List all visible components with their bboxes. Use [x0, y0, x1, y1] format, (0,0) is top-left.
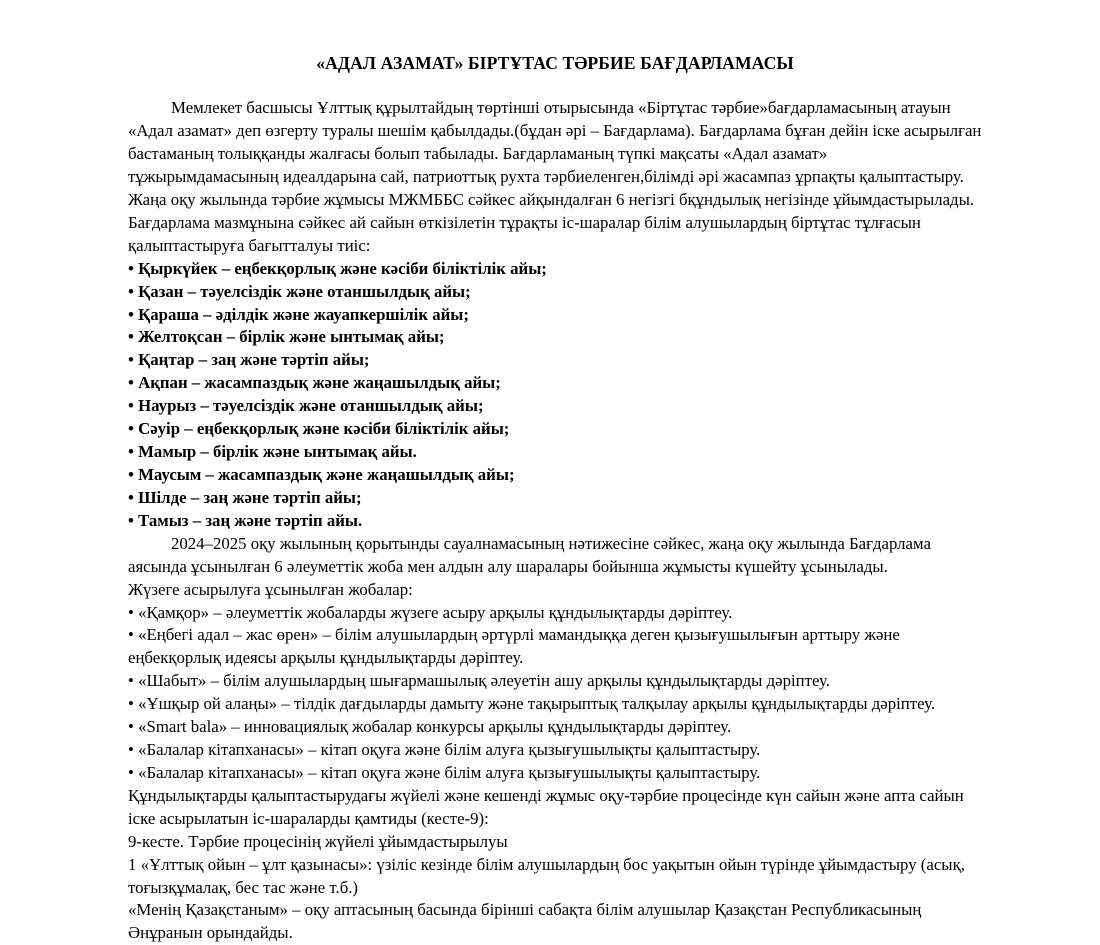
bullet-marker: • — [128, 442, 134, 462]
bullet-marker: • — [128, 762, 134, 782]
projects-list — [128, 602, 982, 785]
list-item — [128, 304, 982, 327]
month-label: Тамыз – заң және тәртіп айы. — [138, 510, 363, 530]
bullet-marker: • — [128, 258, 134, 278]
list-item — [128, 441, 982, 464]
bullet-marker: • — [128, 281, 134, 301]
list-item — [128, 258, 982, 281]
bullet-marker: • — [128, 304, 134, 324]
bullet-marker: • — [128, 350, 134, 370]
survey-paragraph: 2024–2025 оқу жылының қорытынды сауалнамасының нәтижесіне сәйкес, жаңа оқу жылында Бағдарлама аясында ұсынылған 6 әлеуметтік жоба мен алдын алу шаралары бойынша жұмысты күшейту ұсынылады. — [128, 533, 931, 576]
month-label: Қаңтар – заң және тәртіп айы; — [138, 350, 370, 370]
month-label: Наурыз – тәуелсіздік және отаншылдық айы; — [138, 396, 484, 416]
list-item — [128, 510, 982, 533]
project-label: «Smart bala» – инновациялық жобалар конкурсы арқылы құндылықтарды дәріптеу. — [138, 717, 732, 737]
bullet-marker: • — [128, 419, 134, 439]
list-item — [128, 395, 982, 418]
month-label: Сәуір – еңбекқорлық және кәсіби біліктілік айы; — [138, 419, 510, 439]
month-label: Қараша – әділдік және жауапкершілік айы; — [138, 304, 469, 324]
bullet-marker: • — [128, 602, 134, 622]
project-label: «Еңбегі адал – жас өрен» – білім алушылардың әртүрлі мамандыққа деген қызығушылығын арттыру және еңбекқорлық идеясы арқылы құндылықтарды дәріптеу. — [128, 625, 900, 668]
list-item — [128, 693, 982, 716]
list-item — [128, 624, 982, 670]
month-label: Қазан – тәуелсіздік және отаншылдық айы; — [138, 281, 471, 301]
bullet-marker: • — [128, 464, 134, 484]
project-label: «Ұшқыр ой алаңы» – тілдік дағдыларды дамыту және тақырыптық талқылау арқылы құндылықтарды дәріптеу. — [138, 694, 936, 714]
bullet-marker: • — [128, 717, 134, 737]
bullet-marker: • — [128, 625, 134, 645]
list-item — [128, 418, 982, 441]
project-label: «Шабыт» – білім алушылардың шығармашылық әлеуетін ашу арқылы құндылықтарды дәріптеу. — [138, 671, 830, 691]
project-label: «Балалар кітапханасы» – кітап оқуға және білім алуға қызығушылықты қалыптастыру. — [138, 762, 761, 782]
list-item — [128, 670, 982, 693]
month-label: Қыркүйек – еңбекқорлық және кәсіби біліктілік айы; — [138, 258, 547, 278]
bullet-marker: • — [128, 327, 134, 347]
table-caption: 9-кесте. Тәрбие процесінің жүйелі ұйымдастырылуы — [128, 831, 508, 851]
closing-item-2: «Менің Қазақстаным» – оқу аптасының басында бірінші сабақта білім алушылар Қазақстан Республикасының Әнұранын орындайды. — [128, 900, 922, 943]
list-item — [128, 762, 982, 785]
bullet-marker: • — [128, 396, 134, 416]
bullet-marker: • — [128, 694, 134, 714]
list-item — [128, 326, 982, 349]
months-list — [128, 258, 982, 533]
month-label: Мамыр – бірлік және ынтымақ айы. — [138, 442, 417, 462]
month-label: Маусым – жасампаздық және жаңашылдық айы; — [138, 464, 515, 484]
month-label: Ақпан – жасампаздық және жаңашылдық айы; — [138, 373, 501, 393]
list-item — [128, 487, 982, 510]
list-item — [128, 464, 982, 487]
list-item — [128, 372, 982, 395]
projects-heading: Жүзеге асырылуға ұсынылған жобалар: — [128, 579, 413, 599]
closing-item-1: 1 «Ұлттық ойын – ұлт қазынасы»: үзіліс кезінде білім алушылардың бос уақытын ойын түрінде ұйымдастыру (асық, тоғызқұмалақ, бес тас және т.б.) — [128, 854, 965, 897]
list-item — [128, 281, 982, 304]
bullet-marker: • — [128, 373, 134, 393]
bullet-marker: • — [128, 671, 134, 691]
list-item — [128, 602, 982, 625]
month-label: Шілде – заң және тәртіп айы; — [138, 487, 362, 507]
list-item — [128, 716, 982, 739]
month-label: Желтоқсан – бірлік және ынтымақ айы; — [138, 327, 445, 347]
systematic-work-paragraph: Құндылықтарды қалыптастырудағы жүйелі және кешенді жұмыс оқу-тәрбие процесінде күн сайын және апта сайын іске асырылатын іс-шараларды қамтиды (кесте-9): — [128, 785, 964, 828]
bullet-marker: • — [128, 740, 134, 760]
bullet-marker: • — [128, 487, 134, 507]
page-title: «АДАЛ АЗАМАТ» БІРТҰТАС ТӘРБИЕ БАҒДАРЛАМАСЫ — [316, 53, 794, 73]
intro-paragraph-1: Мемлекет басшысы Ұлттық құрылтайдың төртінші отырысында «Біртұтас тәрбие»бағдарламасының атауын «Адал азамат» деп өзгерту туралы шешім қабылдады.(бұдан әрі – Бағдарлама). Бағдарлама бұған дейін іске асырылған бастаманың толыққанды жалғасы болып табылады. Бағдарламаның түпкі мақсаты «Адал азамат» тұжырымдамасының идеалдарына сай, патриоттық рухта тәрбиеленген,білімді әрі жасампаз ұрпақты қалыптастыру. — [128, 98, 982, 186]
project-label: «Балалар кітапханасы» – кітап оқуға және білім алуға қызығушылықты қалыптастыру. — [138, 740, 761, 760]
list-item — [128, 739, 982, 762]
document-body — [128, 97, 982, 945]
intro-paragraph-2: Жаңа оқу жылында тәрбие жұмысы МЖМББС сәйкес айқындалған 6 негізгі бқұндылық негізінде ұйымдастырылады. Бағдарлама мазмұнына сәйкес ай сайын өткізілетін тұрақты іс-шаралар білім алушылардың біртұтас тұлғасын қалыптастыруға бағытталуы тиіс: — [128, 189, 975, 255]
project-label: «Қамқор» – әлеуметтік жобаларды жүзеге асыру арқылы құндылықтарды дәріптеу. — [138, 602, 733, 622]
bullet-marker: • — [128, 510, 134, 530]
list-item — [128, 349, 982, 372]
